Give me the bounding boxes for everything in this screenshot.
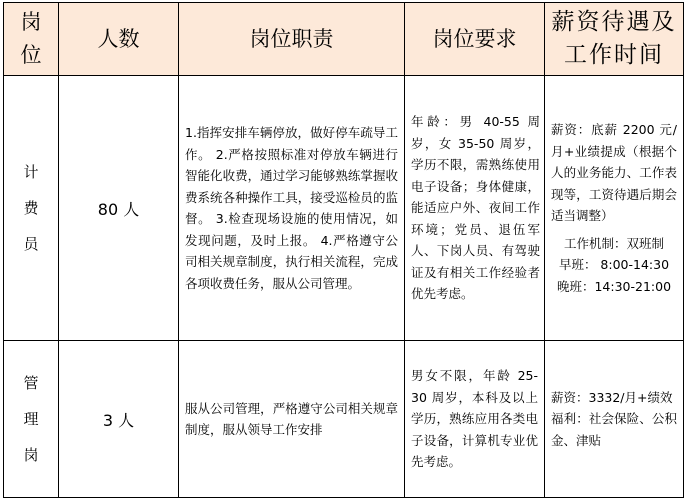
benefits-text: 福利：社会保险、公积金、津贴	[551, 411, 677, 448]
salary-text: 薪资：3332/月+绩效	[551, 389, 673, 405]
job-table	[3, 2, 684, 498]
salary-cell	[545, 341, 684, 498]
header-requirements: 岗位要求	[405, 3, 545, 76]
morning-shift-text: 早班： 8:00-14:30	[558, 257, 670, 272]
salary-text: 薪资：底薪 2200 元/月+业绩提成（根据个人的业务能力、工作表现等，工资待遇后期会适当调整）	[551, 122, 677, 223]
position-cell: 计费员	[4, 76, 59, 341]
requirements-cell: 年龄：男 40-55 周岁，女 35-50 周岁，学历不限，需熟练使用电子设备；身体健康，能适应户外、夜间工作环境；党员、退伍军人、下岗人员、有驾驶证及有相关工作经验者优先考虑。	[405, 76, 545, 341]
requirements-cell: 男女不限，年龄 25-30 周岁，本科及以上学历，熟练应用各类电子设备，计算机专业优先考虑。	[405, 341, 545, 498]
table-row	[4, 76, 684, 341]
evening-shift-text: 晚班：14:30-21:00	[556, 278, 672, 294]
header-salary-time: 薪资待遇及工作时间	[545, 3, 684, 76]
header-position: 岗位	[4, 3, 59, 76]
work-system-text: 工作机制：双班制	[563, 235, 664, 251]
position-cell: 管理岗	[4, 341, 59, 498]
header-duties: 岗位职责	[179, 3, 405, 76]
table-row	[4, 341, 684, 498]
duties-cell: 服从公司管理，严格遵守公司相关规章制度，服从领导工作安排	[179, 341, 405, 498]
table-header-row	[4, 3, 684, 76]
count-cell: 3 人	[59, 341, 179, 498]
duties-cell: 1.指挥安排车辆停放，做好停车疏导工作。 2.严格按照标准对停放车辆进行智能化收费，通过学习能够熟练掌握收费系统各种操作工具，接受巡检员的监督。 3.检查现场设施的使用情况，如发现问题，及时上报。 4.严格遵守公司相关规章制度，执行相关流程，完成各项收费任务，服从公司管理。	[179, 76, 405, 341]
count-cell: 80 人	[59, 76, 179, 341]
salary-cell	[545, 76, 684, 341]
header-count: 人数	[59, 3, 179, 76]
